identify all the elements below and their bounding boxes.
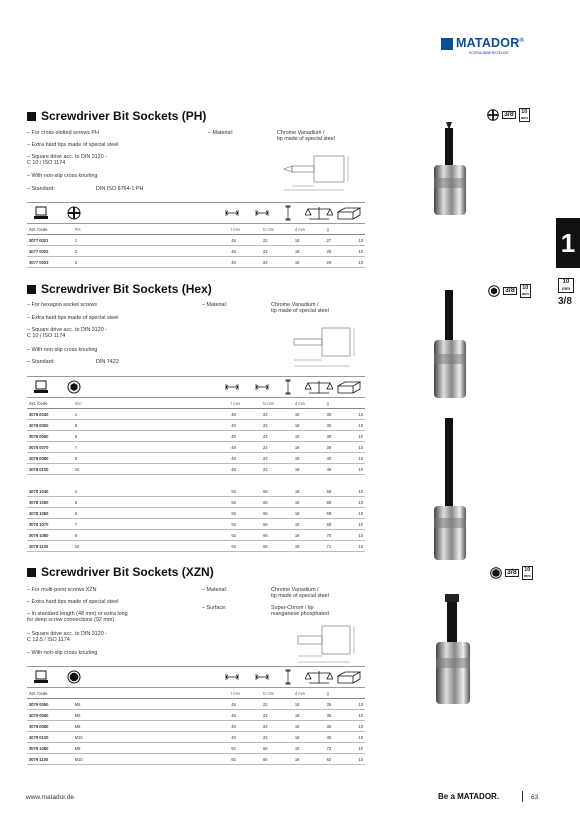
surface-value-xzn: Super-Chrom / tip manganese phosphated [271,605,329,618]
table-row: 3078 1050 5 92 66 18 68 10 [27,497,365,508]
phillips-icon [487,109,499,121]
brand-name: MATADOR [456,36,520,50]
drive-size-box: 3/8 [507,569,517,576]
length-icon [225,674,239,680]
weight-scale-icon [305,669,333,685]
material-value-hex: Chrome Vanadium / tip made of special steel [271,302,329,315]
length-icon [225,210,239,216]
multi-point-socket-icon [67,670,81,684]
length-icon [225,384,239,390]
section-symbols-xzn [490,566,533,580]
length-l1-icon [255,384,269,390]
multi-point-socket-icon [490,567,502,579]
diameter-icon [285,669,291,685]
material-value-ph: Chrome Vanadium / tip made of special steel [277,130,335,143]
product-photo-xzn [428,590,478,710]
table-row: 3078 1100 10 92 66 18 71 10 [27,541,365,552]
material-label-hex: – Material: [202,302,228,308]
spec-table-ph [27,224,365,268]
length-l1-icon [255,674,269,680]
material-label-ph: – Material: [208,130,234,136]
laptop-icon [33,380,49,394]
table-header: Art. Code PH l mm l1 mm d mm g [27,224,365,235]
length-l1-icon [255,210,269,216]
table-header: Art. Code mm l mm l1 mm d mm g [27,398,365,409]
dimension-drawing-hex [282,322,372,372]
size-badge: 10 mm [520,109,528,120]
brand-subline: SCHRAUBWERKZEUGE [469,51,509,55]
table-row: 3078 1080 8 92 66 18 70 10 [27,530,365,541]
product-photo-ph [426,120,474,230]
side-size-badge: 10 mm [558,278,574,293]
section-symbols-ph [487,108,530,122]
logo-mark-icon [441,38,453,50]
table-row: 3078 0040 4 48 22 18 35 10 [27,409,365,420]
weight-scale-icon [305,205,333,221]
chapter-tab: 1 [556,218,580,268]
hex-socket-icon [488,285,500,297]
spec-table-hex-long [27,486,365,552]
material-value-xzn: Chrome Vanadium / tip made of special steel [271,587,329,600]
section-title-xzn: Screwdriver Bit Sockets (XZN) [27,565,214,579]
spec-table-xzn [27,688,365,765]
table-row: 3079 0100 M10 48 22 18 40 10 [27,732,365,743]
table-row: 3078 0080 8 48 22 18 40 10 [27,453,365,464]
diameter-icon [285,379,291,395]
surface-label-xzn: – Surface: [202,605,227,611]
spec-table-hex [27,398,365,475]
table-row: 3079 1080 M8 92 66 18 73 10 [27,743,365,754]
size-badge: 10 mm [523,567,531,578]
table-row: 3078 1040 4 92 66 18 68 10 [27,486,365,497]
package-box-icon [337,670,361,684]
hex-socket-icon [67,380,81,394]
table-row: 3079 0080 M8 48 22 18 36 10 [27,721,365,732]
table-row: 3079 1100 M10 92 66 18 82 10 [27,754,365,765]
size-badge: 10 mm [521,285,529,296]
footer-slogan: Be a MATADOR. [438,792,500,801]
footer-divider [522,791,523,802]
table-row: 3077 0001 1 48 22 18 27 10 [27,235,365,246]
table-row: 3078 0060 6 48 22 18 38 10 [27,431,365,442]
drive-size-box: 3/8 [505,287,515,294]
icon-bar-ph [27,202,365,224]
dimension-drawing-ph [276,150,366,198]
section-marker-icon [27,568,36,577]
table-row: 3078 1060 6 92 66 18 68 10 [27,508,365,519]
table-header: Art. Code l mm l1 mm d mm g [27,688,365,699]
section-symbols-hex [488,284,531,298]
table-row: 3078 0070 7 48 22 18 38 10 [27,442,365,453]
laptop-icon [33,206,49,220]
phillips-icon [67,206,81,220]
footer-url[interactable]: www.matador.de [26,794,75,801]
section-title-hex: Screwdriver Bit Sockets (Hex) [27,282,212,296]
product-photo-hex-long [426,414,474,564]
table-row: 3078 0050 5 48 22 18 35 10 [27,420,365,431]
dimension-drawing-xzn [288,622,368,668]
material-label-xzn: – Material: [202,587,228,593]
table-row: 3079 0050 M5 48 22 18 35 10 [27,699,365,710]
section-marker-icon [27,112,36,121]
package-box-icon [337,380,361,394]
drive-size-box: 3/8 [504,111,514,118]
icon-bar-xzn [27,666,365,688]
weight-scale-icon [305,379,333,395]
page-number: 63 [531,794,539,801]
product-photo-hex-short [426,284,474,404]
table-row: 3077 0002 2 48 22 18 28 10 [27,246,365,257]
section-title-ph: Screwdriver Bit Sockets (PH) [27,109,206,123]
table-row: 3078 0100 10 48 22 18 48 10 [27,464,365,475]
icon-bar-hex [27,376,365,398]
laptop-icon [33,670,49,684]
brand-logo: MATADOR® SCHRAUBWERKZEUGE [441,36,551,58]
package-box-icon [337,206,361,220]
table-row: 3077 0003 3 48 22 18 29 10 [27,257,365,268]
table-row: 3078 1070 7 92 66 18 68 10 [27,519,365,530]
table-row: 3079 0060 M6 48 22 18 35 10 [27,710,365,721]
diameter-icon [285,205,291,221]
section-marker-icon [27,285,36,294]
side-drive-label: 3/8 [558,296,572,307]
